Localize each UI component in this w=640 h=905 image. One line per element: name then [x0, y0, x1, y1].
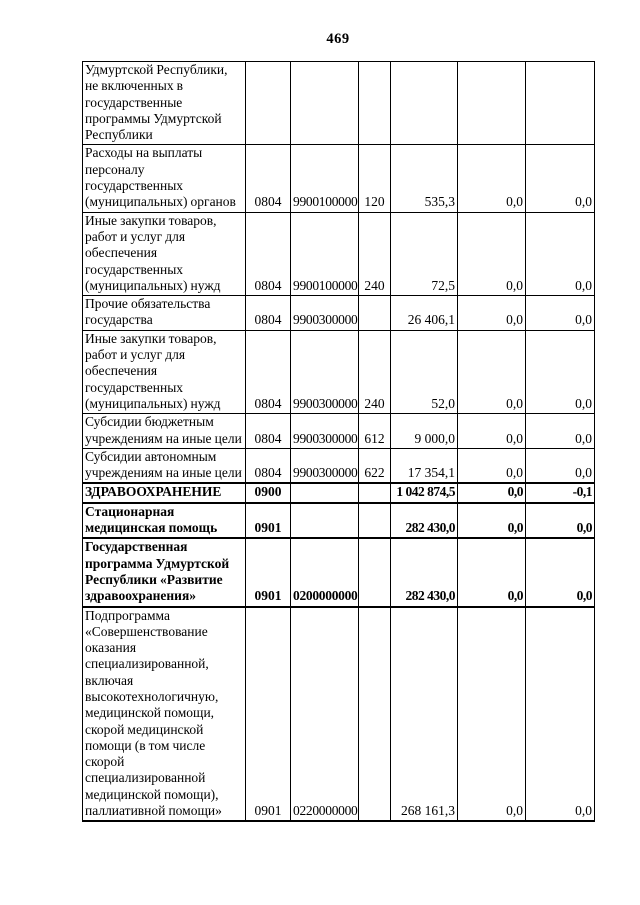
- target-article-code-cell: 9900300000: [291, 296, 359, 331]
- expense-name-cell: Подпрограмма «Совершенствование оказания специализированной, включая высокотехнологичную, медицинской помощи, скорой медицинской помощи (в том числе скорой специализированной медицинской помощи), паллиативной помощи»: [83, 607, 246, 822]
- table-row: [83, 62, 595, 145]
- razdel-code-cell: 0804: [246, 145, 291, 212]
- expense-type-code-cell: 612: [359, 414, 391, 449]
- expense-name-cell: Расходы на выплаты персоналу государственных (муниципальных) органов: [83, 145, 246, 212]
- razdel-code-cell: 0901: [246, 607, 291, 822]
- amount-cell: 72,5: [391, 212, 458, 295]
- delta1-cell: 0,0: [458, 503, 526, 539]
- expense-type-code-cell: [359, 62, 391, 145]
- delta2-cell: 0,0: [526, 414, 595, 449]
- delta2-cell: 0,0: [526, 538, 595, 606]
- expense-type-code-cell: 120: [359, 145, 391, 212]
- target-article-code-cell: [291, 503, 359, 539]
- delta1-cell: 0,0: [458, 296, 526, 331]
- table-row-program: [83, 538, 595, 606]
- delta2-cell: 0,0: [526, 296, 595, 331]
- delta1-cell: 0,0: [458, 414, 526, 449]
- amount-cell: 535,3: [391, 145, 458, 212]
- target-article-code-cell: [291, 62, 359, 145]
- expense-name-cell: Иные закупки товаров, работ и услуг для обеспечения государственных (муниципальных) нужд: [83, 212, 246, 295]
- razdel-code-cell: 0804: [246, 414, 291, 449]
- amount-cell: 282 430,0: [391, 538, 458, 606]
- delta2-cell: 0,0: [526, 503, 595, 539]
- expense-type-code-cell: [359, 538, 391, 606]
- table-row: [83, 296, 595, 331]
- delta2-cell: 0,0: [526, 212, 595, 295]
- expense-type-code-cell: 240: [359, 212, 391, 295]
- delta1-cell: 0,0: [458, 330, 526, 413]
- target-article-code-cell: 9900300000: [291, 414, 359, 449]
- expense-type-code-cell: 240: [359, 330, 391, 413]
- target-article-code-cell: 9900100000: [291, 212, 359, 295]
- expense-name-cell: Удмуртской Республики, не включенных в государственные программы Удмуртской Республики: [83, 62, 246, 145]
- table-row: [83, 448, 595, 483]
- table-row: [83, 330, 595, 413]
- expense-name-cell: ЗДРАВООХРАНЕНИЕ: [83, 483, 246, 502]
- delta2-cell: 0,0: [526, 145, 595, 212]
- delta1-cell: 0,0: [458, 448, 526, 483]
- table-row-section-total: [83, 483, 595, 502]
- target-article-code-cell: 9900300000: [291, 448, 359, 483]
- target-article-code-cell: [291, 483, 359, 502]
- expense-type-code-cell: [359, 607, 391, 822]
- table-row: [83, 145, 595, 212]
- amount-cell: 9 000,0: [391, 414, 458, 449]
- amount-cell: [391, 62, 458, 145]
- amount-cell: 268 161,3: [391, 607, 458, 822]
- delta2-cell: 0,0: [526, 448, 595, 483]
- target-article-code-cell: 0220000000: [291, 607, 359, 822]
- target-article-code-cell: 9900300000: [291, 330, 359, 413]
- razdel-code-cell: 0804: [246, 212, 291, 295]
- expense-type-code-cell: 622: [359, 448, 391, 483]
- delta1-cell: [458, 62, 526, 145]
- razdel-code-cell: 0804: [246, 296, 291, 331]
- delta1-cell: 0,0: [458, 212, 526, 295]
- expense-type-code-cell: [359, 296, 391, 331]
- amount-cell: 282 430,0: [391, 503, 458, 539]
- amount-cell: 17 354,1: [391, 448, 458, 483]
- table-row: [83, 212, 595, 295]
- delta1-cell: 0,0: [458, 483, 526, 502]
- expense-type-code-cell: [359, 503, 391, 539]
- delta1-cell: 0,0: [458, 538, 526, 606]
- delta2-cell: 0,0: [526, 607, 595, 822]
- target-article-code-cell: 0200000000: [291, 538, 359, 606]
- expense-name-cell: Стационарная медицинская помощь: [83, 503, 246, 539]
- expense-type-code-cell: [359, 483, 391, 502]
- amount-cell: 1 042 874,5: [391, 483, 458, 502]
- table-row-subsection: [83, 503, 595, 539]
- razdel-code-cell: 0900: [246, 483, 291, 502]
- expense-name-cell: Субсидии автономным учреждениям на иные цели: [83, 448, 246, 483]
- razdel-code-cell: [246, 62, 291, 145]
- page-number: 469: [326, 31, 350, 47]
- delta2-cell: [526, 62, 595, 145]
- budget-table: [82, 61, 595, 822]
- delta1-cell: 0,0: [458, 145, 526, 212]
- expense-name-cell: Государственная программа Удмуртской Республики «Развитие здравоохранения»: [83, 538, 246, 606]
- razdel-code-cell: 0901: [246, 538, 291, 606]
- razdel-code-cell: 0804: [246, 330, 291, 413]
- table-row: [83, 414, 595, 449]
- expense-name-cell: Прочие обязательства государства: [83, 296, 246, 331]
- delta2-cell: -0,1: [526, 483, 595, 502]
- amount-cell: 26 406,1: [391, 296, 458, 331]
- expense-name-cell: Субсидии бюджетным учреждениям на иные цели: [83, 414, 246, 449]
- amount-cell: 52,0: [391, 330, 458, 413]
- delta2-cell: 0,0: [526, 330, 595, 413]
- razdel-code-cell: 0804: [246, 448, 291, 483]
- target-article-code-cell: 9900100000: [291, 145, 359, 212]
- razdel-code-cell: 0901: [246, 503, 291, 539]
- expense-name-cell: Иные закупки товаров, работ и услуг для обеспечения государственных (муниципальных) нужд: [83, 330, 246, 413]
- delta1-cell: 0,0: [458, 607, 526, 822]
- table-row-subprogram: [83, 607, 595, 822]
